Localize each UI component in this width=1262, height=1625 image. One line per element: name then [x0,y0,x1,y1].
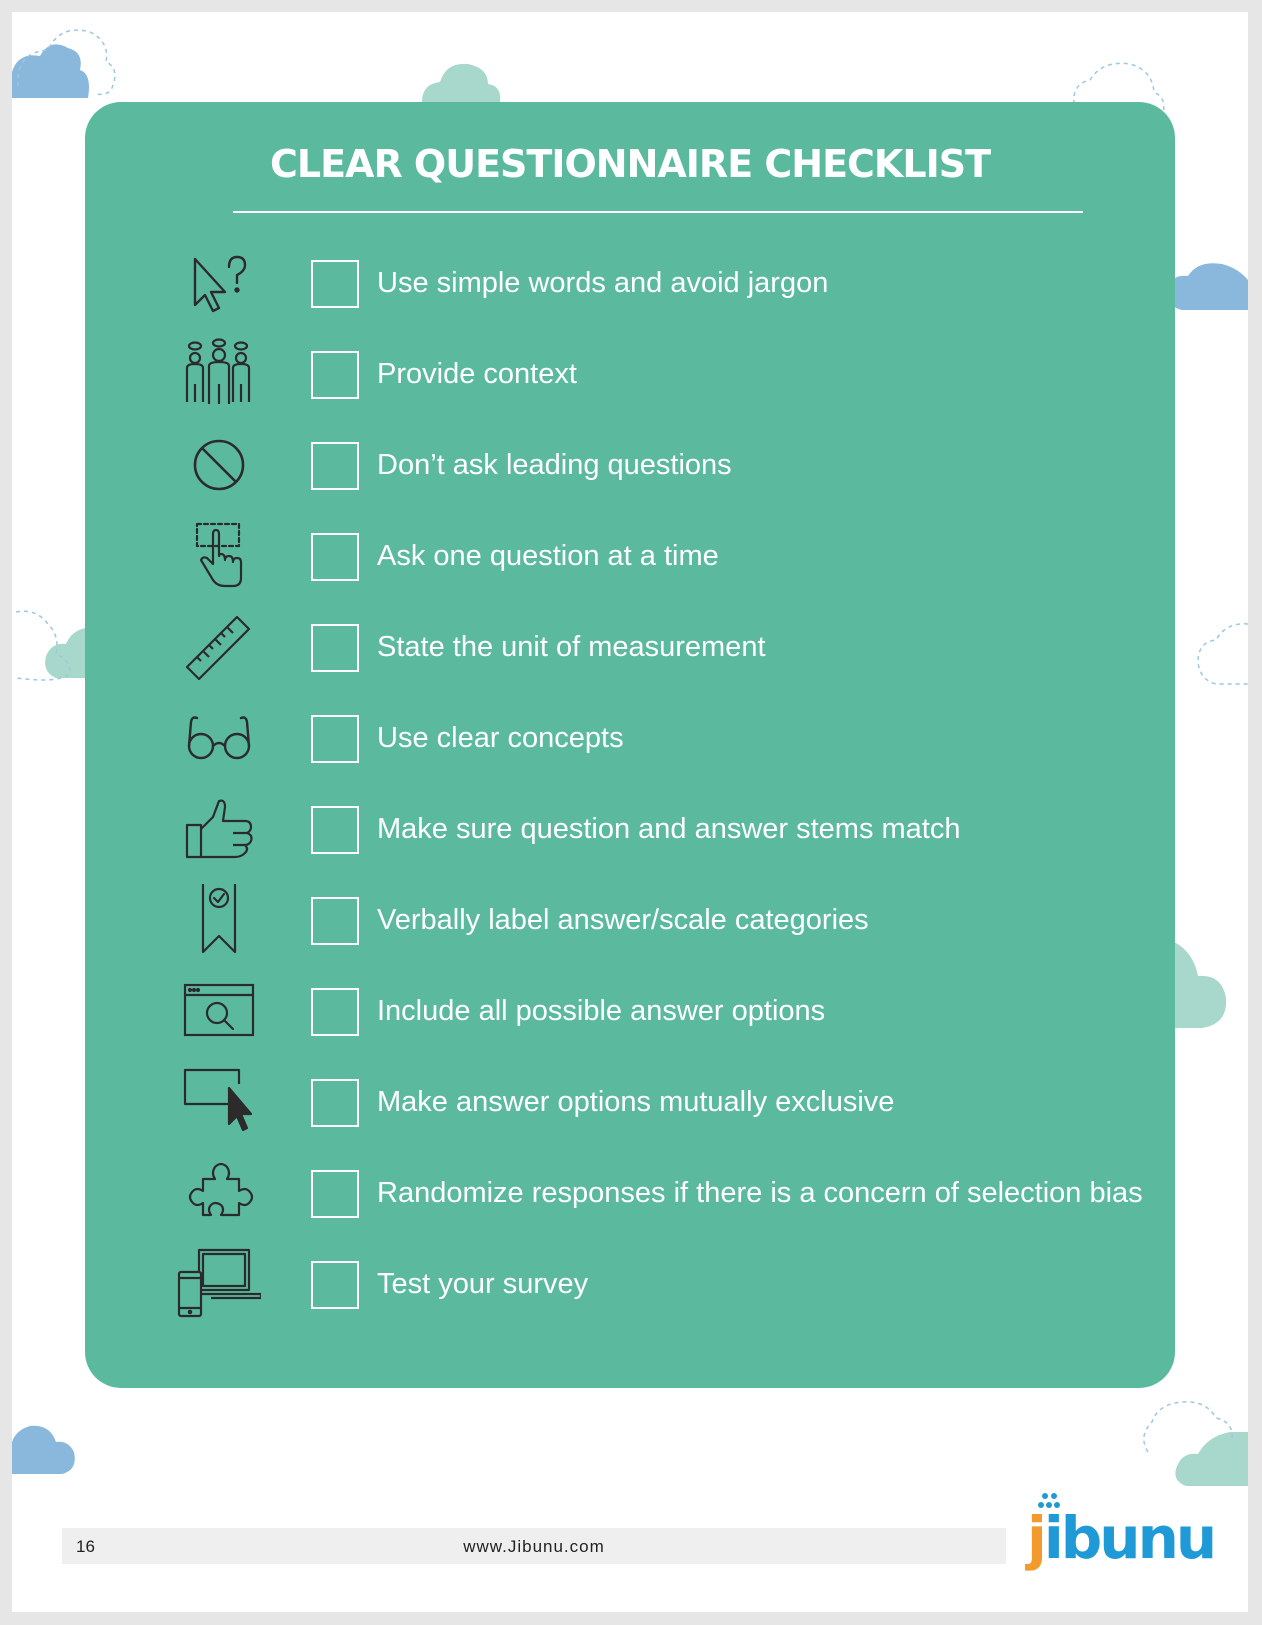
checklist-title: CLEAR QUESTIONNAIRE CHECKLIST [269,142,991,186]
checkbox[interactable] [311,715,359,763]
website-url: www.Jibunu.com [463,1537,605,1556]
checklist-item [85,967,1175,1058]
checklist-item-label: Use simple words and avoid jargon [377,267,829,299]
page [12,12,1248,1612]
checkbox[interactable] [311,1261,359,1309]
checklist-item [85,1058,1175,1149]
checkbox[interactable] [311,1079,359,1127]
prohibited-icon [177,429,261,499]
checklist-item-label: Use clear concepts [377,722,624,754]
checkbox[interactable] [311,442,359,490]
checkbox[interactable] [311,1170,359,1218]
logo-letter-j: j [1027,1504,1044,1572]
cursor-question-icon [177,247,261,317]
checkbox[interactable] [311,533,359,581]
checklist-item [85,512,1175,603]
checklist-item-label: State the unit of measurement [377,631,766,663]
checklist-item-label: Include all possible answer options [377,995,826,1027]
checklist-item-label: Make sure question and answer stems match [377,813,961,845]
screen-cursor-icon [177,1066,261,1136]
checklist-item [85,1149,1175,1240]
checklist-item [85,239,1175,330]
browser-search-icon [177,975,261,1045]
page-number: 16 [76,1537,95,1556]
logo-letters-rest: ibunu [1043,1504,1215,1572]
checkbox[interactable] [311,897,359,945]
checkbox[interactable] [311,260,359,308]
checklist-item [85,421,1175,512]
checklist-item-label: Provide context [377,358,577,390]
glasses-icon [177,702,261,772]
ruler-icon [177,611,261,681]
checklist-item [85,785,1175,876]
checkbox[interactable] [311,806,359,854]
checkbox[interactable] [311,988,359,1036]
puzzle-piece-icon [177,1157,261,1227]
footer-bar [62,1528,1006,1564]
checklist-item [85,694,1175,785]
hand-pointer-select-icon [177,520,261,590]
checklist-item-label: Test your survey [377,1268,589,1300]
checklist-item-label: Don’t ask leading questions [377,449,732,481]
checklist-item-label: Verbally label answer/scale categories [377,904,869,936]
devices-icon [177,1248,261,1318]
checkbox[interactable] [311,351,359,399]
checklist-item-label: Randomize responses if there is a concern of selection bias [377,1177,1143,1209]
checklist-item [85,330,1175,421]
logo-wordmark [1027,1504,1214,1572]
people-group-icon [177,338,261,408]
title-divider [233,211,1083,213]
checklist-card [85,102,1175,1388]
checklist-item-label: Ask one question at a time [377,540,719,572]
checklist-item-label: Make answer options mutually exclusive [377,1086,895,1118]
checklist-item [85,603,1175,694]
bookmark-check-icon [177,884,261,954]
jibunu-logo [1027,1498,1215,1578]
checklist-item [85,876,1175,967]
checklist-item [85,1240,1175,1331]
thumbs-up-icon [177,793,261,863]
checkbox[interactable] [311,624,359,672]
